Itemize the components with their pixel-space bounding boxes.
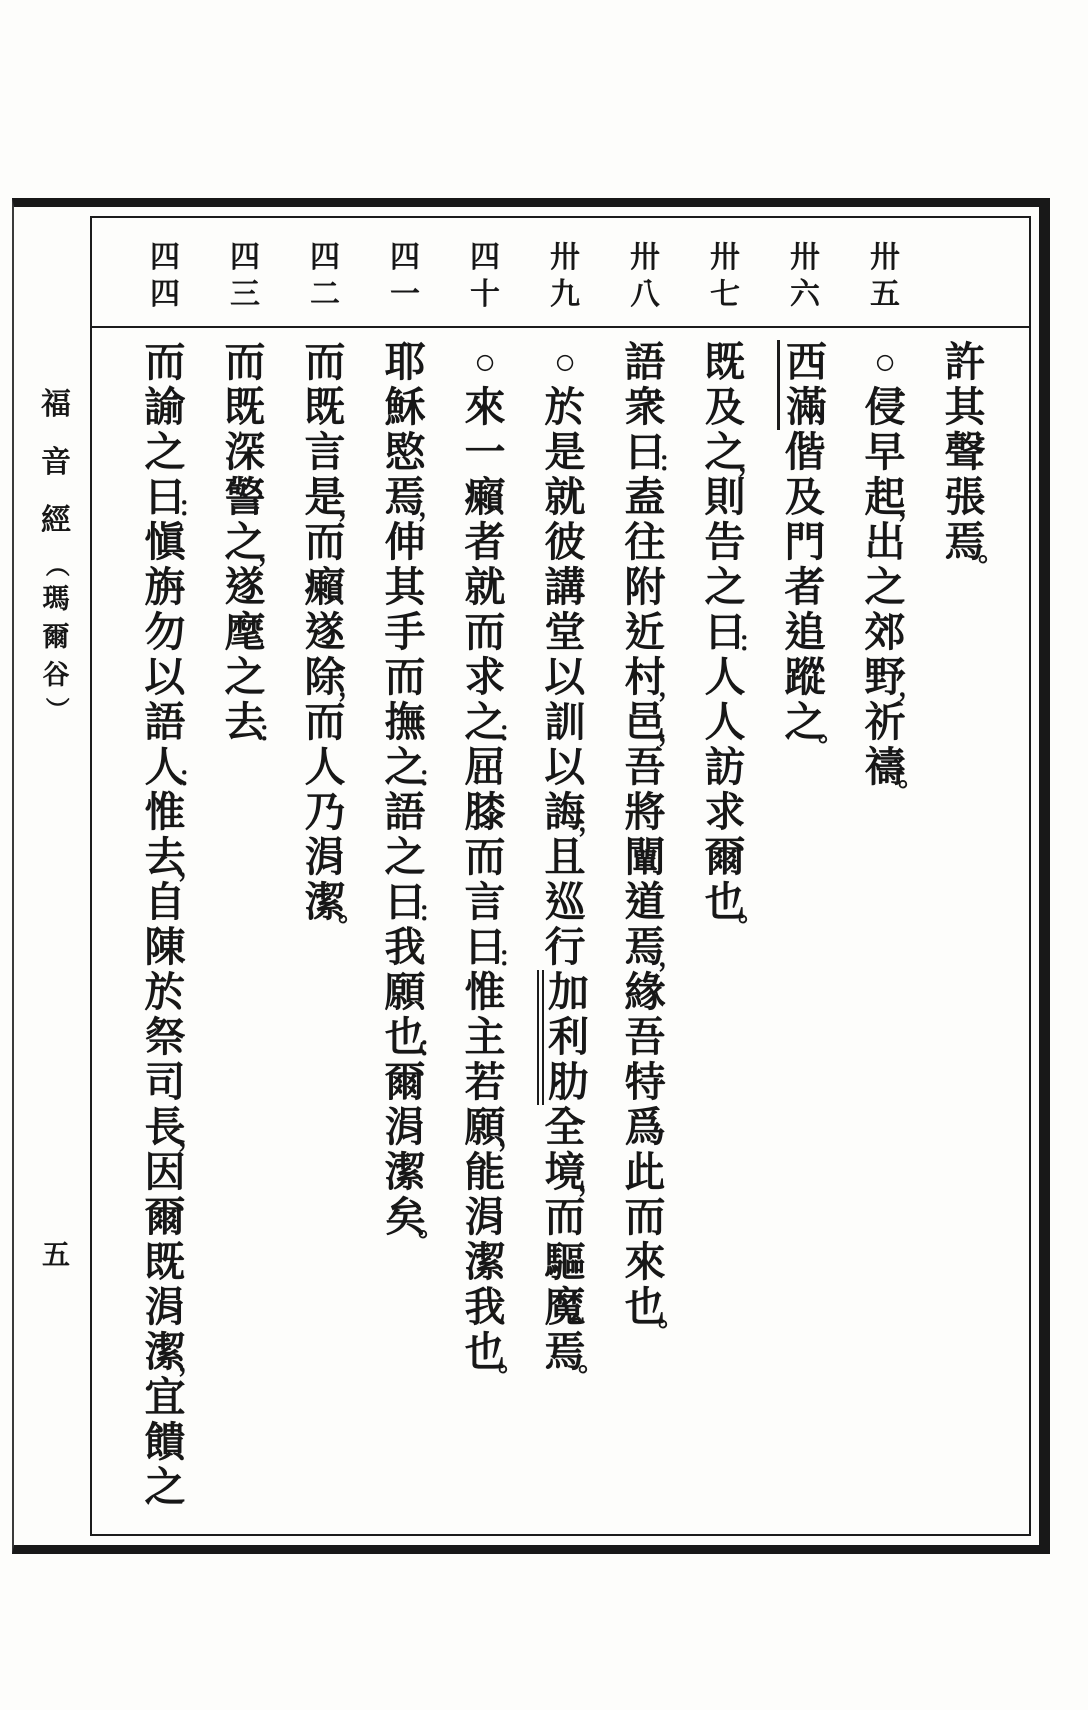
verse-number-character: 六 bbox=[790, 277, 820, 311]
punctuation-glyph: 。 bbox=[338, 897, 365, 927]
character: 除 bbox=[304, 654, 346, 700]
character: 近 bbox=[624, 609, 666, 655]
character: 涓 bbox=[144, 1284, 186, 1330]
punctuation-glyph: ： bbox=[418, 762, 445, 792]
character: 曰 bbox=[704, 609, 746, 655]
character: 而 bbox=[304, 699, 346, 745]
character: 屈 bbox=[464, 744, 506, 790]
character: 利 bbox=[548, 1014, 589, 1060]
verse-number-character: 八 bbox=[630, 277, 660, 311]
verse-column bbox=[537, 340, 605, 1377]
character: 遂 bbox=[304, 609, 346, 655]
character: 祭 bbox=[144, 1014, 186, 1060]
character: 曰 bbox=[384, 879, 426, 925]
margin-title-character: 爾 bbox=[42, 621, 70, 652]
character: 其 bbox=[944, 384, 986, 430]
character: 村 bbox=[624, 654, 666, 700]
character: 曰 bbox=[624, 429, 666, 475]
character: 彼 bbox=[544, 519, 586, 565]
verse-column bbox=[777, 339, 845, 747]
punctuation-glyph: ， bbox=[658, 672, 685, 702]
character: 若 bbox=[464, 1059, 506, 1105]
character: 闡 bbox=[624, 834, 666, 880]
character: 出 bbox=[864, 519, 906, 565]
character: 野 bbox=[864, 654, 906, 700]
character: 驅 bbox=[544, 1239, 586, 1285]
character: 而 bbox=[544, 1194, 586, 1240]
character: 曰 bbox=[144, 474, 186, 520]
character: 爲 bbox=[624, 1104, 666, 1150]
punctuation-glyph: 。 bbox=[818, 717, 845, 747]
character: 旃 bbox=[144, 564, 186, 610]
punctuation-glyph: 。 bbox=[658, 1302, 685, 1332]
character: 也 bbox=[384, 1014, 426, 1060]
punctuation-glyph: ， bbox=[178, 852, 205, 882]
margin-title bbox=[36, 376, 76, 724]
character: 來 bbox=[624, 1239, 666, 1285]
verse-number bbox=[457, 242, 513, 310]
character: 而 bbox=[464, 834, 506, 880]
character: 聲 bbox=[944, 429, 986, 475]
verse-number-character: 四 bbox=[150, 277, 180, 311]
character: 麾 bbox=[224, 609, 266, 655]
character: 爾 bbox=[144, 1194, 186, 1240]
character: 愼 bbox=[144, 519, 186, 565]
character: 潔 bbox=[304, 879, 346, 925]
verse-column bbox=[617, 339, 685, 1332]
verse-number-character: 二 bbox=[310, 277, 340, 311]
punctuation-glyph: ， bbox=[578, 1167, 605, 1197]
punctuation-glyph: 。 bbox=[578, 1347, 605, 1377]
character: 偕 bbox=[784, 429, 826, 475]
character: 吾 bbox=[624, 744, 666, 790]
character: 之 bbox=[784, 699, 826, 745]
proper-noun-mark bbox=[777, 340, 833, 430]
character: 人 bbox=[704, 654, 746, 700]
character: 境 bbox=[544, 1149, 586, 1195]
punctuation-glyph: ， bbox=[258, 537, 285, 567]
margin-title-character: 經 bbox=[41, 504, 71, 537]
character: 潔 bbox=[144, 1329, 186, 1375]
punctuation-glyph: ： bbox=[658, 447, 685, 477]
character: 涓 bbox=[464, 1194, 506, 1240]
punctuation-glyph: ， bbox=[418, 492, 445, 522]
character: 警 bbox=[224, 474, 266, 520]
punctuation-glyph: ， bbox=[738, 447, 765, 477]
character: 及 bbox=[704, 384, 746, 430]
character: 起 bbox=[864, 474, 906, 520]
character: 而 bbox=[304, 519, 346, 565]
character: 一 bbox=[464, 429, 506, 475]
punctuation-glyph: ， bbox=[338, 492, 365, 522]
punctuation-glyph: ： bbox=[498, 717, 525, 747]
character: 於 bbox=[144, 969, 186, 1015]
verse-number-character: 七 bbox=[710, 277, 740, 311]
character: 人 bbox=[304, 744, 346, 790]
character: 主 bbox=[464, 1014, 506, 1060]
character: 而 bbox=[304, 339, 346, 385]
character: 語 bbox=[384, 789, 426, 835]
character: 人 bbox=[144, 744, 186, 790]
character: 就 bbox=[464, 564, 506, 610]
character: 於 bbox=[544, 384, 586, 430]
character: 者 bbox=[784, 564, 826, 610]
character: 求 bbox=[704, 789, 746, 835]
character: 涓 bbox=[384, 1104, 426, 1150]
punctuation-glyph: 。 bbox=[418, 1212, 445, 1242]
punctuation-glyph: ： bbox=[498, 942, 525, 972]
character: 伸 bbox=[384, 519, 426, 565]
character: 願 bbox=[384, 969, 426, 1015]
character: 盍 bbox=[624, 474, 666, 520]
punctuation-glyph: 。 bbox=[738, 897, 765, 927]
punctuation-glyph: ： bbox=[178, 492, 205, 522]
character: 其 bbox=[384, 564, 426, 610]
verse-number bbox=[617, 242, 673, 310]
character: 蹤 bbox=[784, 654, 826, 700]
verse-number-character: 九 bbox=[550, 277, 580, 311]
character: 往 bbox=[624, 519, 666, 565]
verse-number bbox=[537, 242, 593, 310]
character: 肋 bbox=[548, 1059, 589, 1105]
verse-number bbox=[297, 242, 353, 310]
character: 附 bbox=[624, 564, 666, 610]
character: 耶 bbox=[384, 339, 426, 385]
character: 之 bbox=[704, 564, 746, 610]
verse-number-character: 四 bbox=[390, 241, 420, 274]
section-circle-glyph: ○ bbox=[553, 342, 577, 383]
verse-number-character: 十 bbox=[470, 277, 500, 311]
character: 既 bbox=[144, 1239, 186, 1285]
character: 講 bbox=[544, 564, 586, 610]
verse-number-character: 五 bbox=[870, 277, 900, 311]
verse-number-character: 卅 bbox=[870, 241, 900, 274]
character: 門 bbox=[784, 519, 826, 565]
character: 人 bbox=[704, 699, 746, 745]
character: 之 bbox=[224, 654, 266, 700]
character: 者 bbox=[464, 519, 506, 565]
character: 之 bbox=[144, 429, 186, 475]
character: 惟 bbox=[464, 969, 506, 1015]
character: 去 bbox=[224, 699, 266, 745]
verse-number-character: 四 bbox=[230, 241, 260, 274]
character: 魔 bbox=[544, 1284, 586, 1330]
character: 能 bbox=[464, 1149, 506, 1195]
verse-column bbox=[457, 340, 525, 1377]
character: 全 bbox=[544, 1104, 586, 1150]
character: 告 bbox=[704, 519, 746, 565]
character: 之 bbox=[864, 564, 906, 610]
page-number: 五 bbox=[42, 1240, 71, 1271]
section-circle-glyph: ○ bbox=[473, 342, 497, 383]
punctuation-glyph: ， bbox=[178, 1347, 205, 1377]
character: 願 bbox=[464, 1104, 506, 1150]
character: 此 bbox=[624, 1149, 666, 1195]
character: 膝 bbox=[464, 789, 506, 835]
character: 既 bbox=[304, 384, 346, 430]
punctuation-glyph: ： bbox=[418, 897, 445, 927]
margin-title-character: 音 bbox=[41, 446, 71, 479]
character: 我 bbox=[384, 924, 426, 970]
character: 深 bbox=[224, 429, 266, 475]
punctuation-glyph: ， bbox=[898, 492, 925, 522]
character: 長 bbox=[144, 1104, 186, 1150]
character: 潔 bbox=[384, 1149, 426, 1195]
character: 行 bbox=[544, 924, 586, 970]
character: 祈 bbox=[864, 699, 906, 745]
margin-title-character: 谷 bbox=[42, 659, 70, 690]
character: 既 bbox=[224, 384, 266, 430]
character: 癩 bbox=[304, 564, 346, 610]
character: 之 bbox=[704, 429, 746, 475]
verse-header-rule bbox=[90, 326, 1031, 328]
character: 以 bbox=[544, 654, 586, 700]
character: 去 bbox=[144, 834, 186, 880]
character: 曰 bbox=[464, 924, 506, 970]
punctuation-glyph: ， bbox=[658, 717, 685, 747]
character: 道 bbox=[624, 879, 666, 925]
character: 潔 bbox=[464, 1239, 506, 1285]
character: 遂 bbox=[224, 564, 266, 610]
verse-column bbox=[137, 339, 205, 1510]
character: 以 bbox=[144, 654, 186, 700]
character: 焉 bbox=[944, 519, 986, 565]
character: 吾 bbox=[624, 1014, 666, 1060]
verse-number-character: 卅 bbox=[550, 241, 580, 274]
verse-number-character: 卅 bbox=[790, 241, 820, 274]
character: 早 bbox=[864, 429, 906, 475]
punctuation-glyph: ： bbox=[738, 627, 765, 657]
character: 陳 bbox=[144, 924, 186, 970]
character: 巡 bbox=[544, 879, 586, 925]
character: 禱 bbox=[864, 744, 906, 790]
verse-number bbox=[777, 242, 833, 310]
verse-column bbox=[697, 339, 765, 927]
character: 也 bbox=[624, 1284, 666, 1330]
character: 求 bbox=[464, 654, 506, 700]
character: 西 bbox=[786, 339, 827, 385]
verse-number bbox=[377, 242, 433, 310]
verse-number-character: 三 bbox=[230, 277, 260, 311]
character: 宜 bbox=[144, 1374, 186, 1420]
character: 邑 bbox=[624, 699, 666, 745]
character: 而 bbox=[624, 1194, 666, 1240]
character: 之 bbox=[384, 744, 426, 790]
character: 涓 bbox=[304, 834, 346, 880]
character: 特 bbox=[624, 1059, 666, 1105]
character: 也 bbox=[704, 879, 746, 925]
character: 我 bbox=[464, 1284, 506, 1330]
section-circle-glyph: ○ bbox=[873, 342, 897, 383]
character: 之 bbox=[384, 834, 426, 880]
character: 焉 bbox=[384, 474, 426, 520]
character: 爾 bbox=[384, 1059, 426, 1105]
character: 就 bbox=[544, 474, 586, 520]
verse-number bbox=[137, 242, 193, 310]
punctuation-glyph: ， bbox=[498, 1122, 525, 1152]
verse-number bbox=[857, 242, 913, 310]
punctuation-glyph: ， bbox=[178, 1122, 205, 1152]
character: 乃 bbox=[304, 789, 346, 835]
margin-title-character: （ bbox=[43, 553, 69, 577]
verse-number-character: 四 bbox=[470, 241, 500, 274]
character: 既 bbox=[704, 339, 746, 385]
margin-title-character: 瑪 bbox=[42, 583, 70, 614]
character: 之 bbox=[224, 519, 266, 565]
punctuation-glyph: 。 bbox=[498, 1347, 525, 1377]
character: 也 bbox=[464, 1329, 506, 1375]
punctuation-glyph: 。 bbox=[978, 537, 1005, 567]
character: 言 bbox=[304, 429, 346, 475]
verse-column bbox=[217, 339, 285, 747]
character: 且 bbox=[544, 834, 586, 880]
margin-title-character: 福 bbox=[41, 388, 71, 421]
character: 及 bbox=[784, 474, 826, 520]
verse-column bbox=[377, 339, 445, 1242]
character: 矣 bbox=[384, 1194, 426, 1240]
character: 撫 bbox=[384, 699, 426, 745]
margin-title-character: ） bbox=[43, 697, 69, 721]
punctuation-glyph: ： bbox=[258, 717, 285, 747]
proper-noun-mark bbox=[537, 970, 593, 1105]
character: 語 bbox=[624, 339, 666, 385]
verse-number-character: 四 bbox=[310, 241, 340, 274]
verse-number-character: 卅 bbox=[710, 241, 740, 274]
character: 訪 bbox=[704, 744, 746, 790]
character: 語 bbox=[144, 699, 186, 745]
character: 之 bbox=[144, 1464, 186, 1510]
verse-number-character: 四 bbox=[150, 241, 180, 274]
punctuation-glyph: ： bbox=[178, 762, 205, 792]
character: 將 bbox=[624, 789, 666, 835]
character: 是 bbox=[304, 474, 346, 520]
punctuation-glyph: ， bbox=[898, 672, 925, 702]
character: 勿 bbox=[144, 609, 186, 655]
punctuation-glyph: ， bbox=[658, 942, 685, 972]
character: 言 bbox=[464, 879, 506, 925]
punctuation-glyph: ， bbox=[578, 807, 605, 837]
character: 穌 bbox=[384, 384, 426, 430]
character: 而 bbox=[224, 339, 266, 385]
verse-column bbox=[297, 339, 365, 927]
character: 愍 bbox=[384, 429, 426, 475]
character: 緣 bbox=[624, 969, 666, 1015]
character: 以 bbox=[544, 744, 586, 790]
character: 爾 bbox=[704, 834, 746, 880]
character: 訓 bbox=[544, 699, 586, 745]
character: 而 bbox=[464, 609, 506, 655]
character: 焉 bbox=[544, 1329, 586, 1375]
punctuation-glyph: ， bbox=[338, 672, 365, 702]
character: 諭 bbox=[144, 384, 186, 430]
verse-column bbox=[857, 340, 925, 792]
character: 滿 bbox=[786, 384, 827, 430]
character: 是 bbox=[544, 429, 586, 475]
character: 之 bbox=[464, 699, 506, 745]
character: 而 bbox=[144, 339, 186, 385]
character: 自 bbox=[144, 879, 186, 925]
character: 司 bbox=[144, 1059, 186, 1105]
verse-number bbox=[217, 242, 273, 310]
character: 來 bbox=[464, 384, 506, 430]
character: 焉 bbox=[624, 924, 666, 970]
character: 手 bbox=[384, 609, 426, 655]
character: 惟 bbox=[144, 789, 186, 835]
character: 誨 bbox=[544, 789, 586, 835]
character: 追 bbox=[784, 609, 826, 655]
verse-number bbox=[697, 242, 753, 310]
character: 堂 bbox=[544, 609, 586, 655]
character: 郊 bbox=[864, 609, 906, 655]
character: 衆 bbox=[624, 384, 666, 430]
verse-number-character: 卅 bbox=[630, 241, 660, 274]
character: 侵 bbox=[864, 384, 906, 430]
character: 饋 bbox=[144, 1419, 186, 1465]
character: 許 bbox=[944, 339, 986, 385]
character: 加 bbox=[548, 969, 589, 1015]
punctuation-glyph: ： bbox=[418, 1032, 445, 1062]
character: 則 bbox=[704, 474, 746, 520]
verse-number-character: 一 bbox=[390, 277, 420, 311]
character: 而 bbox=[384, 654, 426, 700]
punctuation-glyph: 。 bbox=[898, 762, 925, 792]
verse-column bbox=[937, 339, 1005, 567]
character: 張 bbox=[944, 474, 986, 520]
character: 癩 bbox=[464, 474, 506, 520]
character: 因 bbox=[144, 1149, 186, 1195]
